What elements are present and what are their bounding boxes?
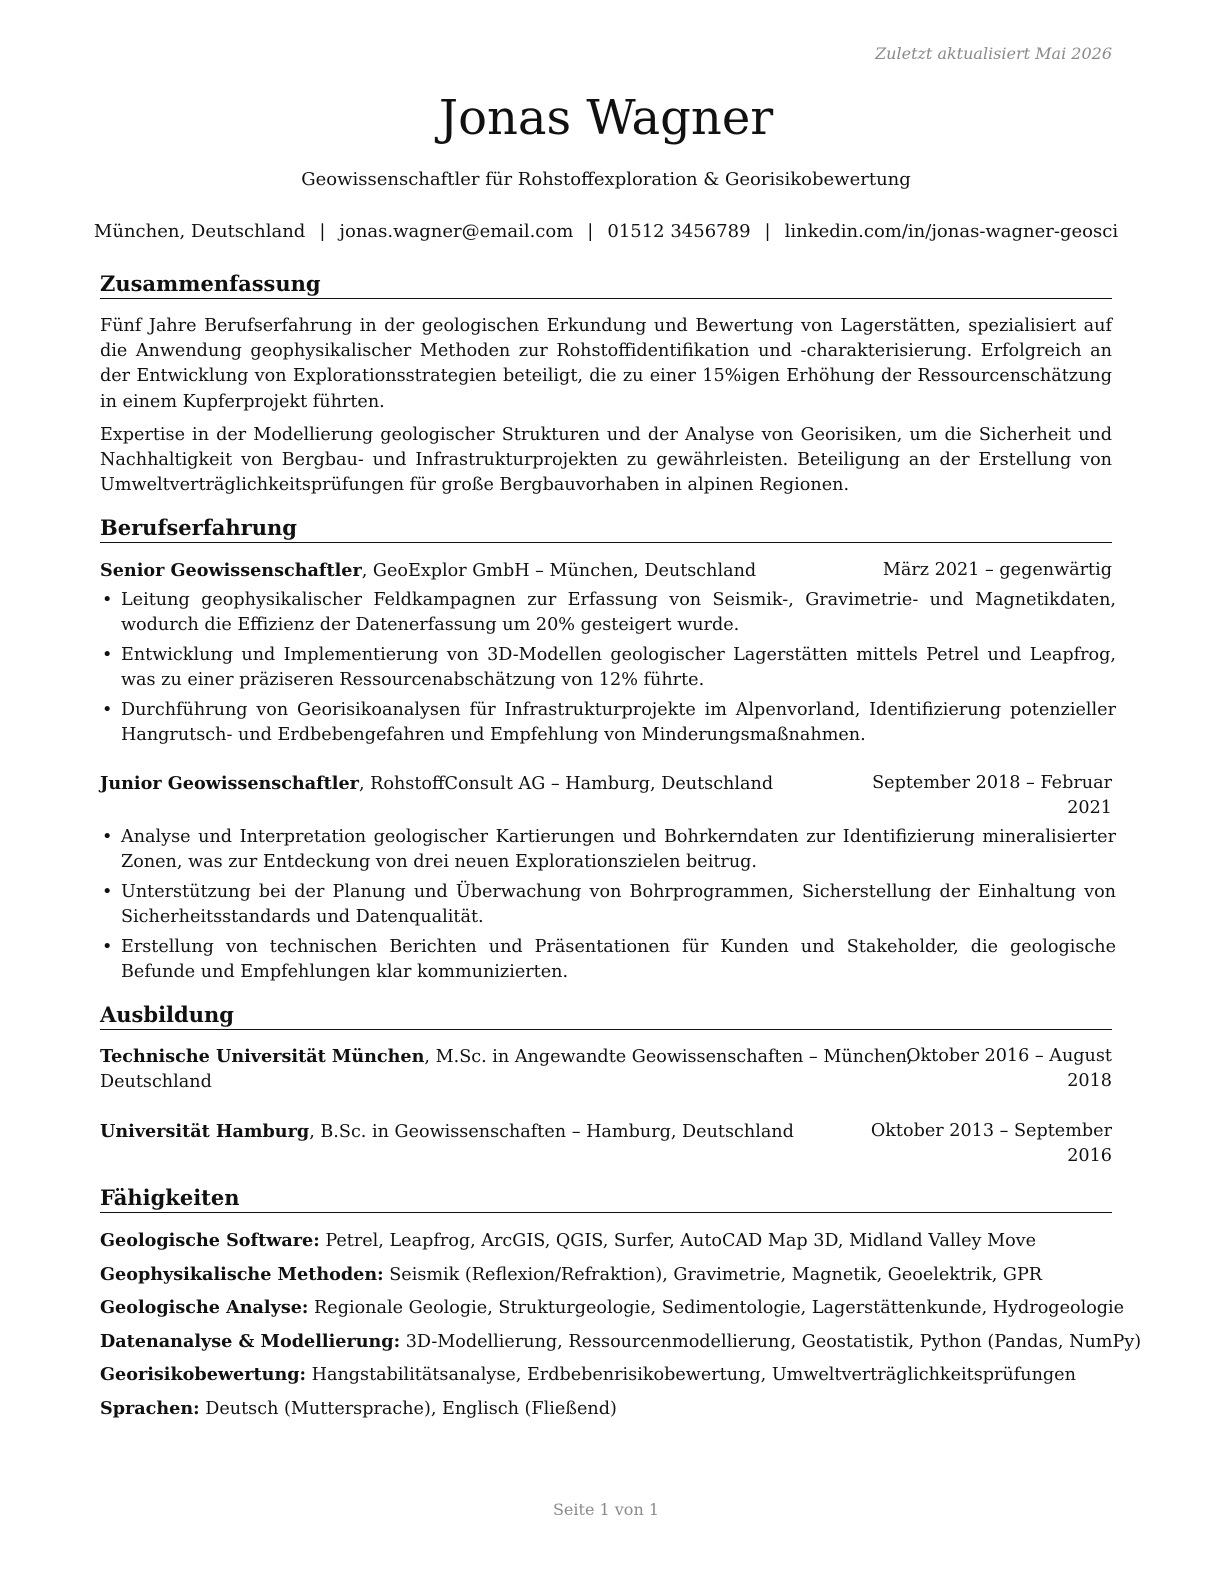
list-item: • Leitung geophysikalischer Feldkampagnen zur Erfassung von Seismik-, Gravimetrie- und Magnetikdaten, wodurch die Effizienz der Datenerfassung um 20% gesteigert wurde. bbox=[100, 588, 1116, 638]
job-title-company bbox=[100, 558, 756, 584]
skill-line bbox=[100, 1362, 1112, 1388]
skill-line bbox=[100, 1228, 1112, 1254]
education-degree: , M.Sc. in Angewandte Geowissenschaften – München, bbox=[424, 1047, 913, 1067]
candidate-name: Jonas Wagner bbox=[438, 90, 774, 146]
education-dates-line: 2016 bbox=[1067, 1146, 1112, 1167]
contact-line bbox=[90, 220, 1122, 244]
candidate-headline: Geowissenschaftler für Rohstoffexploration & Georisikobewertung bbox=[301, 169, 911, 190]
contact-separator: | bbox=[319, 221, 326, 242]
job-dates-line: September 2018 – Februar bbox=[872, 773, 1112, 793]
education-school: Technische Universität München bbox=[100, 1046, 425, 1067]
job-org: , GeoExplor GmbH – München, Deutschland bbox=[361, 561, 757, 581]
skill-value: Petrel, Leapfrog, ArcGIS, QGIS, Surfer, AutoCAD Map 3D, Midland Valley Move bbox=[319, 1231, 1037, 1251]
skill-label: Geologische Software: bbox=[100, 1230, 320, 1251]
skill-value: Seismik (Reflexion/Refraktion), Gravimetrie, Magnetik, Geoelektrik, GPR bbox=[383, 1265, 1043, 1285]
skill-line bbox=[100, 1329, 1142, 1355]
education-entry bbox=[100, 1044, 1112, 1096]
education-dates-line: Oktober 2016 – August bbox=[906, 1046, 1112, 1066]
job-dates-line: 2021 bbox=[1067, 798, 1112, 819]
list-item: • Analyse und Interpretation geologischer Kartierungen und Bohrkerndaten zur Identifizierung mineralisierter Zonen, was zur Entdeckung von drei neuen Explorationszielen beitrug. bbox=[100, 825, 1116, 875]
education-degree: , B.Sc. in Geowissenschaften – Hamburg, Deutschland bbox=[309, 1122, 794, 1142]
list-item: • Unterstützung bei der Planung und Überwachung von Bohrprogrammen, Sicherstellung der Einhaltung von Sicherheitsstandards und Datenqualität. bbox=[100, 880, 1116, 930]
section-title-summary: Zusammenfassung bbox=[100, 270, 1112, 299]
skill-label: Datenanalyse & Modellierung: bbox=[100, 1331, 401, 1352]
job-bullet-list bbox=[100, 825, 1116, 990]
job-role: Junior Geowissenschaftler bbox=[100, 773, 359, 794]
education-dates bbox=[906, 1044, 1112, 1094]
skill-line bbox=[100, 1396, 1112, 1422]
contact-linkedin[interactable]: linkedin.com/in/jonas-wagner-geosci bbox=[784, 221, 1119, 242]
list-item: • Erstellung von technischen Berichten und Präsentationen für Kunden und Stakeholder, die geologische Befunde und Empfehlungen klar kommunizierten. bbox=[100, 935, 1116, 985]
contact-location: München, Deutschland bbox=[93, 221, 306, 242]
contact-email[interactable]: jonas.wagner@email.com bbox=[339, 221, 574, 242]
education-entry bbox=[100, 1119, 1112, 1171]
job-dates: März 2021 – gegenwärtig bbox=[882, 560, 1112, 580]
skill-value: Deutsch (Muttersprache), Englisch (Fließend) bbox=[199, 1399, 617, 1419]
education-school-degree bbox=[100, 1044, 913, 1095]
list-item: • Durchführung von Georisikoanalysen für Infrastrukturprojekte im Alpenvorland, Identifizierung potenzieller Hangrutsch- und Erdbebengefahren und Empfehlung von Minderungsmaßnahmen. bbox=[100, 698, 1116, 748]
job-title-company bbox=[100, 771, 773, 797]
summary-paragraph: Fünf Jahre Berufserfahrung in der geologischen Erkundung und Bewertung von Lagerstätten, spezialisiert auf die Anwendung geophysikalischer Methoden zur Rohstoffidentifikation und -charakterisierung. Erfolgreich an der Entwicklung von Explorationsstrategien beteiligt, die zu einer 15%igen Erhöhung der Ressourcenschätzung in einem Kupferprojekt führten. bbox=[100, 316, 1112, 412]
education-school-degree bbox=[100, 1119, 794, 1145]
last-updated-note: Zuletzt aktualisiert Mai 2026 bbox=[875, 44, 1112, 63]
education-dates-line: Oktober 2013 – September bbox=[870, 1121, 1112, 1141]
contact-separator: | bbox=[587, 221, 594, 242]
skill-value: Hangstabilitätsanalyse, Erdbebenrisikobewertung, Umweltverträglichkeitsprüfungen bbox=[306, 1365, 1076, 1385]
job-bullet-list bbox=[100, 588, 1116, 753]
summary-paragraph: Expertise in der Modellierung geologischer Strukturen und der Analyse von Georisiken, um die Sicherheit und Nachhaltigkeit von Bergbau- und Infrastrukturprojekten zu gewährleisten. Beteiligung an der Erstellung von Umweltverträglichkeitsprüfungen für große Bergbauvorhaben in alpinen Regionen. bbox=[100, 425, 1112, 496]
skill-label: Sprachen: bbox=[100, 1398, 200, 1419]
job-org: , RohstoffConsult AG – Hamburg, Deutschland bbox=[358, 774, 774, 794]
skill-label: Geophysikalische Methoden: bbox=[100, 1264, 384, 1285]
skill-label: Georisikobewertung: bbox=[100, 1364, 307, 1385]
job-role: Senior Geowissenschaftler bbox=[100, 560, 362, 581]
section-title-education: Ausbildung bbox=[100, 1001, 1112, 1030]
skill-value: Regionale Geologie, Strukturgeologie, Sedimentologie, Lagerstättenkunde, Hydrogeologie bbox=[308, 1298, 1125, 1318]
skill-value: 3D-Modellierung, Ressourcenmodellierung, Geostatistik, Python (Pandas, NumPy) bbox=[400, 1332, 1142, 1352]
skill-line bbox=[100, 1295, 1125, 1321]
page-number: Seite 1 von 1 bbox=[552, 1500, 660, 1519]
job-heading bbox=[100, 771, 1112, 823]
section-title-experience: Berufserfahrung bbox=[100, 514, 1112, 543]
education-degree-cont: Deutschland bbox=[100, 1072, 212, 1093]
job-heading bbox=[100, 558, 1112, 584]
skill-label: Geologische Analyse: bbox=[100, 1297, 309, 1318]
resume-page bbox=[93, 0, 1142, 1584]
skill-line bbox=[100, 1262, 1112, 1288]
job-dates bbox=[872, 771, 1112, 821]
education-school: Universität Hamburg bbox=[100, 1121, 310, 1142]
education-dates-line: 2018 bbox=[1067, 1071, 1112, 1092]
education-dates bbox=[871, 1119, 1112, 1169]
section-title-skills: Fähigkeiten bbox=[100, 1184, 1112, 1213]
contact-separator: | bbox=[764, 221, 771, 242]
contact-phone: 01512 3456789 bbox=[607, 221, 751, 242]
list-item: • Entwicklung und Implementierung von 3D-Modellen geologischer Lagerstätten mittels Petrel und Leapfrog, was zu einer präziseren Ressourcenabschätzung von 12% führte. bbox=[100, 643, 1116, 693]
